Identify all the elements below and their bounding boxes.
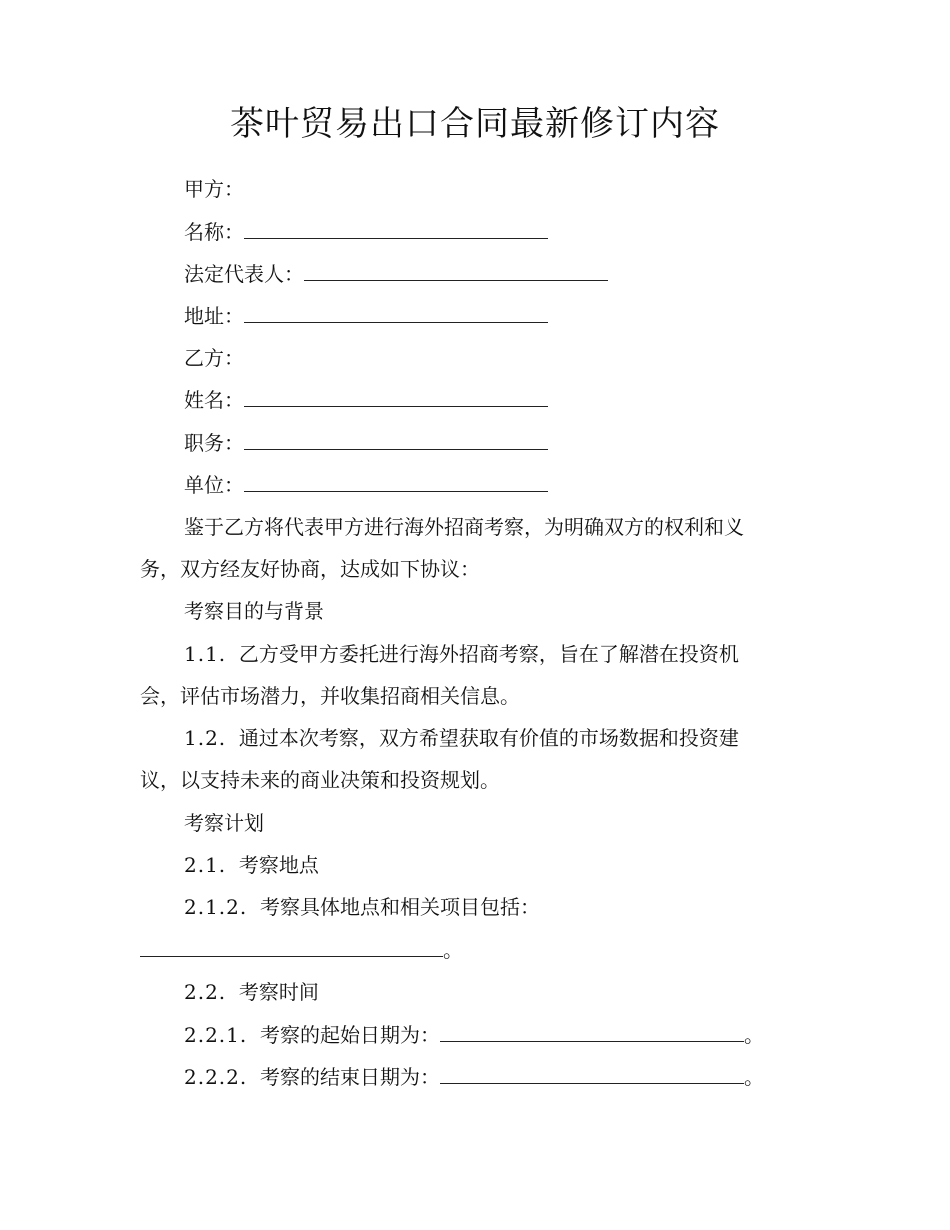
party-a-name-line xyxy=(184,220,548,244)
clause-1-2-line-2: 议，以支持未来的商业决策和投资规划。 xyxy=(140,768,500,792)
location-blank-end: 。 xyxy=(443,938,463,962)
preamble-line-2: 务，双方经友好协商，达成如下协议： xyxy=(140,557,480,581)
party-b-heading: 乙方： xyxy=(184,346,244,370)
clause-1-2-number: 1.2. xyxy=(184,726,227,750)
clause-2-2-1 xyxy=(184,1023,764,1047)
party-b-unit-label: 单位： xyxy=(184,473,244,497)
document-title: 茶叶贸易出口合同最新修订内容 xyxy=(230,104,720,144)
clause-2-2-text: 考察时间 xyxy=(238,980,319,1004)
party-b-name-line xyxy=(184,388,548,412)
party-a-heading: 甲方： xyxy=(184,177,244,201)
clause-2-2-2 xyxy=(184,1065,764,1089)
party-b-name-blank[interactable] xyxy=(244,388,548,407)
section-1-heading: 考察目的与背景 xyxy=(184,599,324,623)
clause-2-2-1-number: 2.2.1. xyxy=(184,1023,248,1047)
clause-2-1-2-text: 考察具体地点和相关项目包括： xyxy=(259,895,540,919)
section-2-heading: 考察计划 xyxy=(184,811,264,835)
party-a-rep-line xyxy=(184,262,608,286)
party-b-position-blank[interactable] xyxy=(244,431,548,450)
clause-1-2-line-1 xyxy=(184,726,739,750)
start-date-end: 。 xyxy=(743,1023,764,1047)
end-date-end: 。 xyxy=(743,1065,764,1089)
clause-2-1 xyxy=(184,853,319,877)
clause-2-1-2-blank-line xyxy=(140,938,463,962)
clause-1-2-text: 通过本次考察，双方希望获取有价值的市场数据和投资建 xyxy=(238,726,739,750)
clause-2-2 xyxy=(184,980,319,1004)
party-b-position-label: 职务： xyxy=(184,431,244,455)
clause-2-1-number: 2.1. xyxy=(184,853,227,877)
clause-2-1-2 xyxy=(184,895,540,919)
party-b-position-line xyxy=(184,431,548,455)
clause-1-1-number: 1.1. xyxy=(184,642,227,666)
clause-2-2-1-text: 考察的起始日期为： xyxy=(259,1023,440,1047)
party-b-name-label: 姓名： xyxy=(184,388,244,412)
end-date-blank[interactable] xyxy=(440,1065,744,1084)
preamble-line-1: 鉴于乙方将代表甲方进行海外招商考察，为明确双方的权利和义 xyxy=(184,515,744,539)
clause-2-1-text: 考察地点 xyxy=(238,853,319,877)
clause-2-1-2-number: 2.1.2. xyxy=(184,895,248,919)
party-a-name-label: 名称： xyxy=(184,220,244,244)
party-a-address-line xyxy=(184,304,548,328)
party-a-address-blank[interactable] xyxy=(244,304,548,323)
party-b-unit-line xyxy=(184,473,548,497)
clause-2-2-2-text: 考察的结束日期为： xyxy=(259,1065,440,1089)
party-a-name-blank[interactable] xyxy=(244,220,548,239)
clause-2-2-2-number: 2.2.2. xyxy=(184,1065,248,1089)
clause-1-1-text: 乙方受甲方委托进行海外招商考察，旨在了解潜在投资机 xyxy=(238,642,739,666)
location-blank[interactable] xyxy=(140,938,443,957)
clause-1-1-line-1 xyxy=(184,642,739,666)
start-date-blank[interactable] xyxy=(440,1023,744,1042)
party-a-rep-blank[interactable] xyxy=(304,262,608,281)
party-a-address-label: 地址： xyxy=(184,304,244,328)
party-a-rep-label: 法定代表人： xyxy=(184,262,304,286)
clause-1-1-line-2: 会，评估市场潜力，并收集招商相关信息。 xyxy=(140,684,520,708)
party-b-unit-blank[interactable] xyxy=(244,473,548,492)
clause-2-2-number: 2.2. xyxy=(184,980,227,1004)
